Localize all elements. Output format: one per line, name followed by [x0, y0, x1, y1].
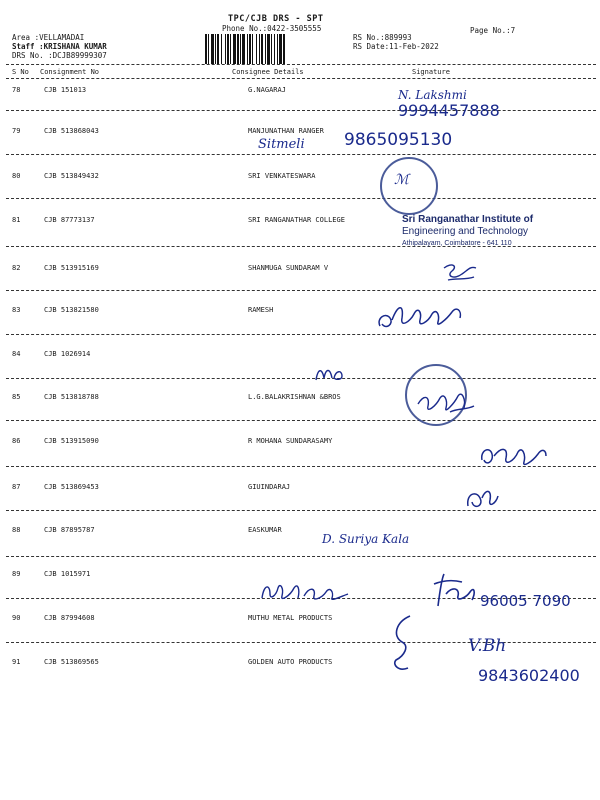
barcode-bar — [227, 34, 229, 64]
row-consignment-no: CJB 87895787 — [44, 526, 95, 534]
row-consignee: L.G.BALAKRISHNAN &BROS — [248, 393, 341, 401]
rs-date: RS Date:11-Feb-2022 — [353, 42, 439, 51]
barcode-bar — [261, 34, 263, 64]
row-consignee: RAMESH — [248, 306, 274, 314]
company-seal — [380, 157, 438, 215]
row-consignee: SHANMUGA SUNDARAM V — [248, 264, 329, 272]
row-divider — [6, 378, 596, 379]
row-consignment-no: CJB 1026914 — [44, 350, 91, 358]
row-sno: 86 — [12, 437, 21, 445]
signature-85-initials — [312, 364, 346, 384]
row-consignment-no: CJB 1015971 — [44, 570, 91, 578]
signature-78-phone: 9994457888 — [398, 101, 500, 120]
barcode — [205, 34, 348, 64]
barcode-bar — [283, 34, 285, 64]
signature-91-name: V.Bh — [468, 636, 507, 656]
row-divider — [6, 642, 596, 643]
header-rule-bottom — [6, 78, 596, 79]
row-consignment-no: CJB 513868043 — [44, 127, 99, 135]
row-consignee: SRI VENKATESWARA — [248, 172, 316, 180]
row-consignee: GOLDEN AUTO PRODUCTS — [248, 658, 333, 666]
barcode-bar — [215, 34, 216, 64]
barcode-bar — [279, 34, 282, 64]
signature-85 — [414, 386, 476, 416]
barcode-bar — [277, 34, 278, 64]
signature-90-phone: 96005 7090 — [480, 592, 571, 610]
barcode-bar — [247, 34, 248, 64]
row-divider — [6, 334, 596, 335]
col-consignee: Consignee Details — [232, 68, 304, 76]
signature-91-phone: 9843602400 — [478, 666, 580, 685]
row-divider — [6, 110, 596, 111]
col-sno: S No — [12, 68, 29, 76]
stamp-line-1: Sri Ranganathar Institute of — [402, 214, 534, 225]
barcode-bar — [237, 34, 239, 64]
row-sno: 83 — [12, 306, 21, 314]
staff-label: Staff :KRISHANA KUMAR — [12, 42, 107, 51]
col-consignment: Consignment No — [40, 68, 100, 76]
phone-number: Phone No.:0422-3505555 — [222, 24, 322, 33]
row-divider — [6, 420, 596, 421]
row-divider — [6, 290, 596, 291]
signature-79-name: Sitmeli — [258, 137, 305, 152]
seal-scribble: ℳ — [394, 172, 409, 188]
barcode-bar — [205, 34, 207, 64]
barcode-bar — [256, 34, 257, 64]
barcode-bar — [274, 34, 275, 64]
drs-number: DRS No. :DCJB89999307 — [12, 51, 107, 60]
row-consignment-no: CJB 87773137 — [44, 216, 95, 224]
rs-number: RS No.:889993 — [353, 33, 412, 42]
col-signature: Signature — [412, 68, 450, 76]
barcode-bar — [249, 34, 251, 64]
row-divider — [6, 510, 596, 511]
barcode-bar — [271, 34, 272, 64]
stamp-line-2: Engineering and Technology — [402, 226, 529, 237]
barcode-bar — [240, 34, 241, 64]
row-consignment-no: CJB 513869453 — [44, 483, 99, 491]
signature-83 — [374, 298, 470, 334]
row-consignee: GIUINDARAJ — [248, 483, 291, 491]
row-consignment-no: CJB 513821580 — [44, 306, 99, 314]
signature-90-initials — [430, 570, 478, 610]
row-sno: 78 — [12, 86, 21, 94]
row-consignee: MUTHU METAL PRODUCTS — [248, 614, 333, 622]
barcode-bar — [211, 34, 214, 64]
row-consignment-no: CJB 513869565 — [44, 658, 99, 666]
row-sno: 81 — [12, 216, 21, 224]
signature-87 — [462, 484, 502, 512]
barcode-bar — [252, 34, 253, 64]
barcode-bar — [265, 34, 266, 64]
barcode-bar — [233, 34, 236, 64]
signature-82 — [440, 262, 480, 284]
stamp-line-3: Athipalayam, Coimbatore - 641 110 — [402, 240, 512, 247]
page-number: Page No.:7 — [470, 26, 516, 35]
row-consignment-no: CJB 513915169 — [44, 264, 99, 272]
barcode-bar — [242, 34, 245, 64]
signature-88-name: D. Suriya Kala — [322, 532, 410, 546]
row-sno: 87 — [12, 483, 21, 491]
row-consignment-no: CJB 513818788 — [44, 393, 99, 401]
row-sno: 90 — [12, 614, 21, 622]
barcode-bar — [230, 34, 231, 64]
row-divider — [6, 198, 596, 199]
row-consignee: G.NAGARAJ — [248, 86, 286, 94]
row-sno: 89 — [12, 570, 21, 578]
row-sno: 91 — [12, 658, 21, 666]
row-consignee: MANJUNATHAN RANGER — [248, 127, 324, 135]
row-sno: 84 — [12, 350, 21, 358]
row-consignment-no: CJB 513915090 — [44, 437, 99, 445]
barcode-bar — [259, 34, 260, 64]
row-consignment-no: CJB 87994608 — [44, 614, 95, 622]
signature-91-mark — [388, 612, 418, 676]
signature-86 — [476, 440, 550, 470]
barcode-bar — [221, 34, 222, 64]
document-title: TPC/CJB DRS - SPT — [228, 14, 324, 24]
row-sno: 80 — [12, 172, 21, 180]
row-sno: 85 — [12, 393, 21, 401]
header-rule-top — [6, 64, 596, 65]
signature-89 — [258, 578, 354, 604]
row-consignee: EASKUMAR — [248, 526, 282, 534]
row-divider — [6, 154, 596, 155]
barcode-bar — [217, 34, 219, 64]
signature-78-name: N. Lakshmi — [398, 88, 467, 102]
barcode-bar — [267, 34, 270, 64]
row-consignment-no: CJB 513849432 — [44, 172, 99, 180]
row-sno: 82 — [12, 264, 21, 272]
barcode-bar — [225, 34, 226, 64]
row-consignee: SRI RANGANATHAR COLLEGE — [248, 216, 345, 224]
row-divider — [6, 556, 596, 557]
row-sno: 88 — [12, 526, 21, 534]
signature-79-phone: 9865095130 — [344, 130, 453, 150]
row-consignee: R MOHANA SUNDARASAMY — [248, 437, 333, 445]
barcode-bar — [208, 34, 209, 64]
area-label: Area :VELLAMADAI — [12, 33, 85, 42]
row-consignment-no: CJB 151013 — [44, 86, 87, 94]
row-sno: 79 — [12, 127, 21, 135]
